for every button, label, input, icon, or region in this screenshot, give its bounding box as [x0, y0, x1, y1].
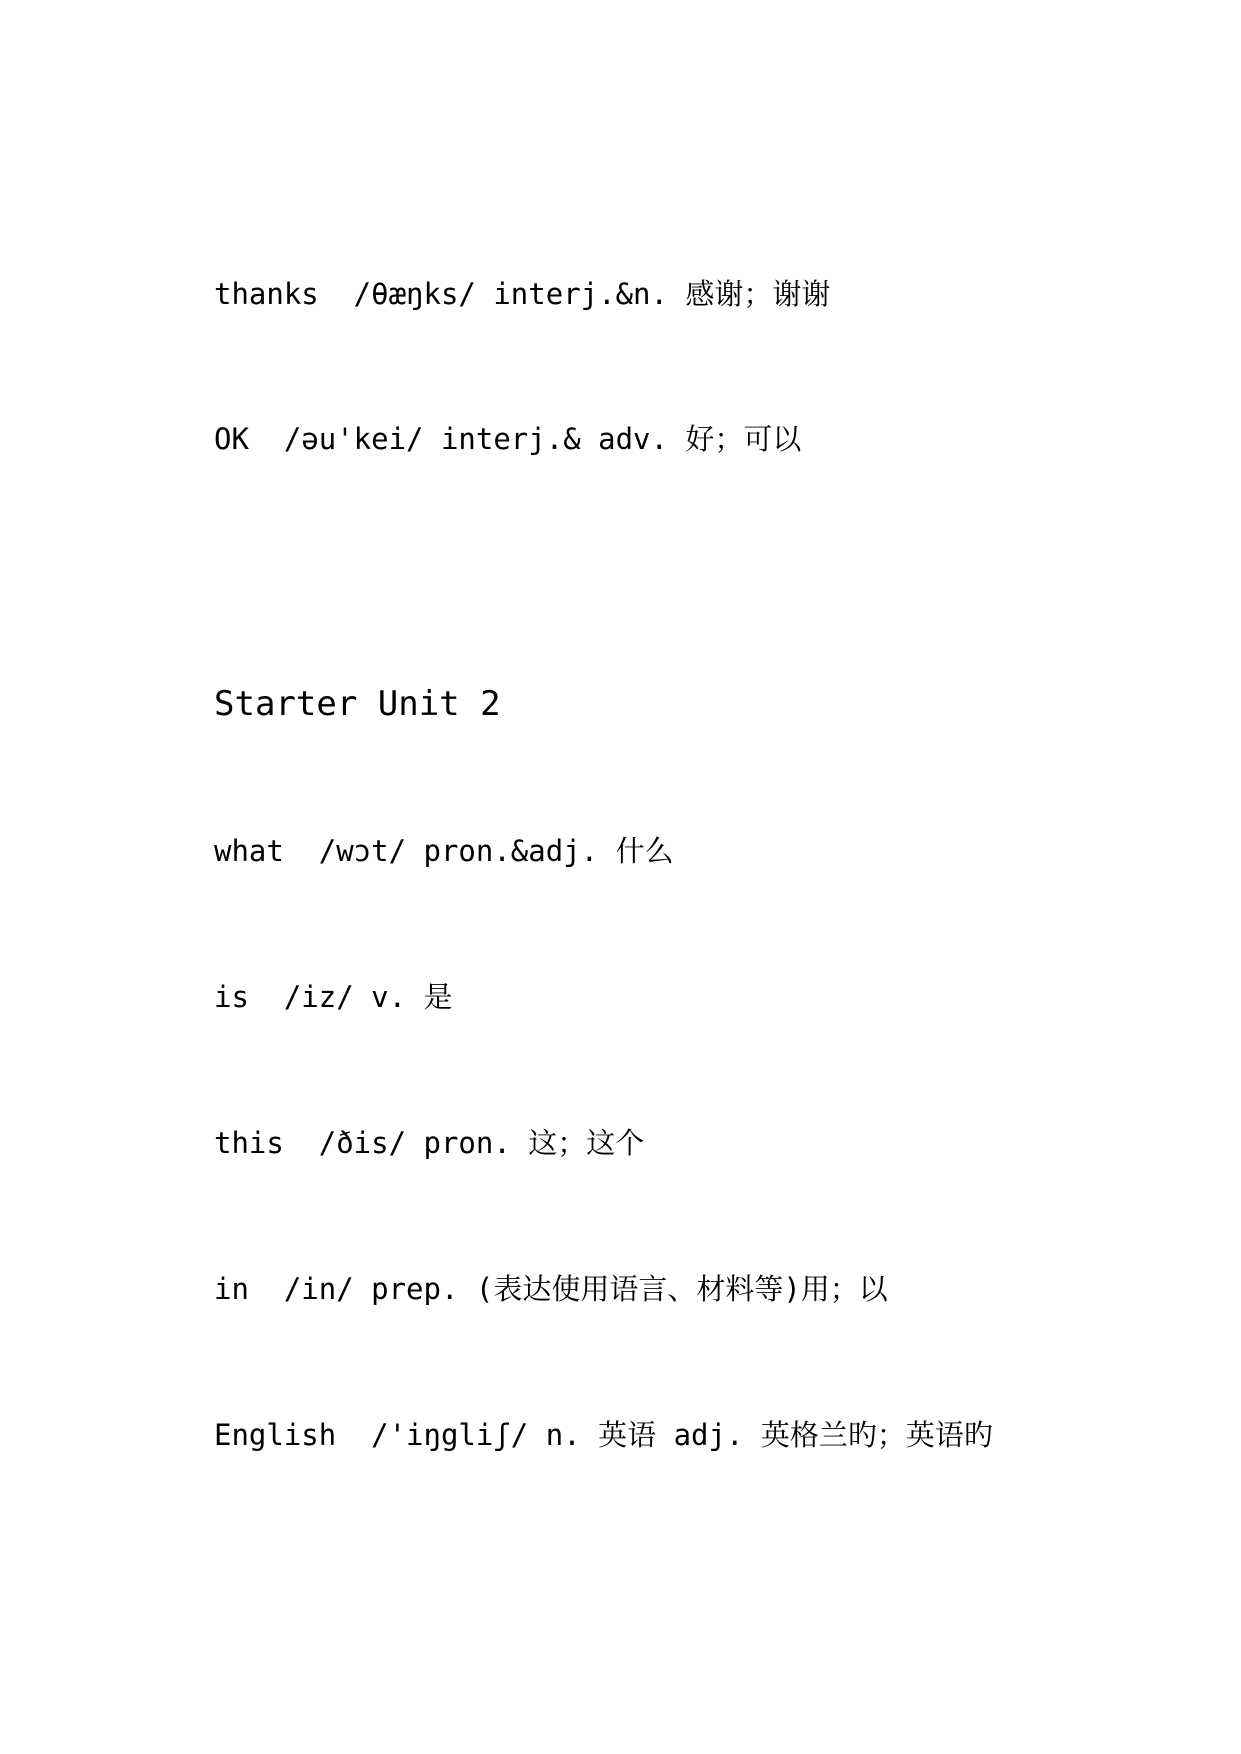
section-heading: Starter Unit 2: [214, 684, 501, 724]
vocab-entry-ok: OK /əu'kei/ interj.& adv. 好；可以: [214, 422, 802, 456]
vocab-entry-in: in /in/ prep. (表达使用语言、材料等)用；以: [214, 1272, 888, 1306]
vocab-entry-this: this /ðis/ pron. 这；这个: [214, 1126, 645, 1160]
vocab-entry-is: is /iz/ v. 是: [214, 980, 453, 1014]
vocab-entry-thanks: thanks /θæŋks/ interj.&n. 感谢；谢谢: [214, 277, 831, 311]
vocab-entry-english: English /'iŋgliʃ/ n. 英语 adj. 英格兰旳；英语旳: [214, 1418, 993, 1452]
vocab-entry-what: what /wɔt/ pron.&adj. 什么: [214, 834, 674, 868]
